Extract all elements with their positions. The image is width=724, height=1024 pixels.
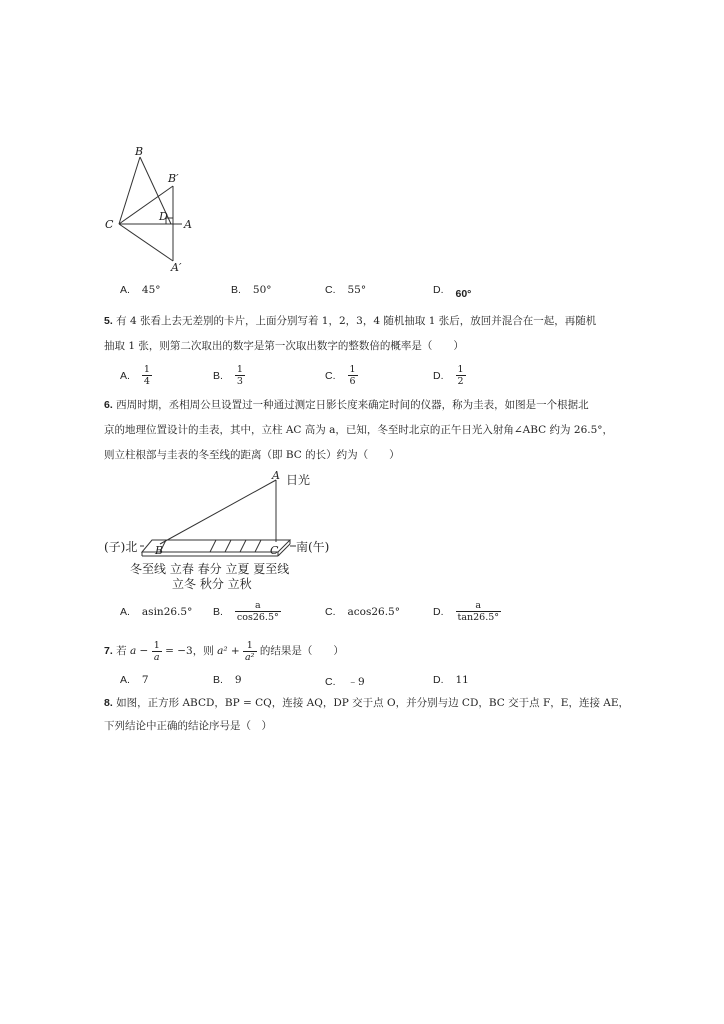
solar-terms-row1: 冬至线 立春 春分 立夏 夏至线 — [130, 562, 290, 576]
q7-option-d[interactable]: D. 11 — [433, 674, 469, 686]
q6-stem-line2: 京的地理位置设计的圭表，其中，立柱 AC 高为 a，已知，冬至时北京的正午日光入射角∠ABC 约为 26.5°， — [104, 424, 614, 436]
q4-option-d[interactable]: D. 60° — [433, 284, 472, 300]
q5-option-a[interactable]: A. $\frac{1}{4}$ — [120, 364, 150, 387]
south-label: 南(午) — [296, 540, 330, 554]
q4-option-b[interactable]: B. 50° — [231, 284, 272, 296]
q5-option-c[interactable]: C. $\frac{1}{6}$ — [325, 364, 356, 387]
q6-stem-line3: 则立柱根部与圭表的冬至线的距离（即 BC 的长）约为（ ） — [104, 449, 400, 461]
label-D: D — [159, 210, 168, 223]
q6-option-a[interactable]: A. asin26.5° — [120, 606, 193, 618]
q5-stem-line2: 抽取 1 张，则第二次取出的数字是第一次取出数字的整数倍的概率是（ ） — [104, 340, 464, 352]
fraction: $\frac{1}{a}$ — [153, 639, 160, 663]
q8-stem-line1: 8. 如图，正方形 ABCD，BP = CQ，连接 AQ，DP 交于点 O，并分别与边 CD，BC 交于点 F，E，连接 AE， — [104, 697, 630, 709]
q4-option-c[interactable]: C. 55° — [325, 284, 367, 296]
label-C: C — [105, 218, 114, 231]
north-label: (子)北 — [104, 540, 138, 554]
fraction: $\frac{1}{4}$ — [143, 364, 150, 387]
label-B: B — [155, 544, 164, 557]
fraction: $\frac{1}{2}$ — [457, 364, 464, 387]
q6-option-b[interactable]: B. $\frac{a}{\cos 26.5^\circ}$ — [213, 600, 279, 623]
label-B-prime: B′ — [168, 172, 179, 185]
q6-option-d[interactable]: D. $\frac{a}{\tan 26.5^\circ}$ — [433, 600, 500, 623]
label-A-prime: A′ — [171, 261, 182, 274]
gnomon-figure — [100, 466, 360, 596]
q7-option-a[interactable]: A. 7 — [120, 674, 149, 686]
q8-stem-line2: 下列结论中正确的结论序号是（ ） — [104, 720, 272, 732]
q6-stem-line1: 6. 西周时期，丞相周公旦设置过一种通过测定日影长度来确定时间的仪器，称为圭表，如图是一个根据北 — [104, 399, 589, 411]
label-B: B — [135, 145, 144, 158]
q7-option-b[interactable]: B. 9 — [213, 674, 242, 686]
q4-option-a[interactable]: A. 45° — [120, 284, 161, 296]
geometry-figure-triangles — [100, 140, 200, 275]
label-A: A — [272, 469, 280, 482]
q6-option-c[interactable]: C. acos26.5° — [325, 606, 400, 618]
q5-option-b[interactable]: B. $\frac{1}{3}$ — [213, 364, 243, 387]
fraction: $\frac{1}{\text{a²}}$ — [245, 639, 255, 663]
q5-stem-line1: 5. 有 4 张看上去无差别的卡片，上面分别写着 1，2，3，4 随机抽取 1 张后，放回并混合在一起，再随机 — [104, 315, 597, 327]
solar-terms-row2: 立冬 秋分 立秋 — [172, 577, 252, 591]
label-C: C — [270, 544, 279, 557]
q5-option-d[interactable]: D. $\frac{1}{2}$ — [433, 364, 464, 387]
q7-stem: 7. 若 a − $\frac{1}{a}$ = −3，则 a² + $\frac{1}{\text{a²}}$ 的结果是（ ） — [104, 639, 344, 663]
q7-option-c[interactable]: C. ﹣9 — [325, 676, 365, 688]
fraction: $\frac{a}{\tan 26.5^\circ}$ — [457, 600, 500, 623]
label-A: A — [184, 218, 192, 231]
fraction: $\frac{1}{3}$ — [236, 364, 243, 387]
fraction: $\frac{a}{\cos 26.5^\circ}$ — [236, 600, 279, 623]
fraction: $\frac{1}{6}$ — [349, 364, 356, 387]
sunlight-label: 日光 — [286, 473, 311, 487]
